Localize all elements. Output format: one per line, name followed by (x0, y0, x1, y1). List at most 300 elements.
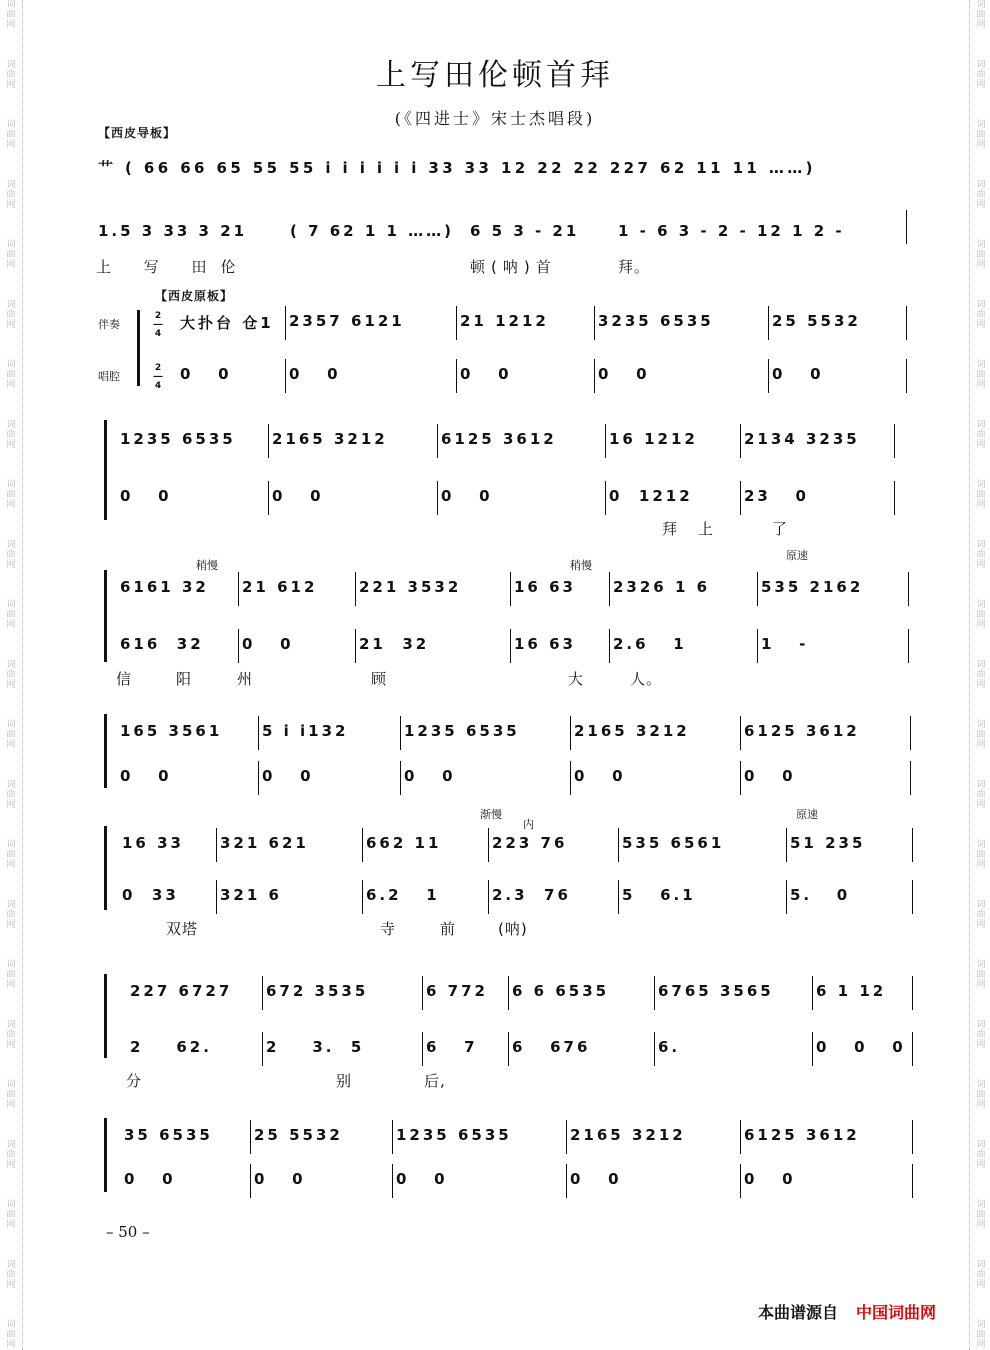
barline (740, 716, 741, 750)
source-label: 本曲谱源自 (758, 1303, 839, 1322)
barline (510, 572, 511, 606)
watermark-glyph: 词 (976, 240, 986, 250)
source-site-link[interactable]: 中国词曲网 (856, 1303, 937, 1322)
accompaniment-measure: 6125 3612 (744, 722, 860, 740)
watermark-glyph: 网 (6, 260, 16, 270)
watermark-glyphs (974, 0, 988, 30)
watermark-glyphs (4, 1200, 18, 1230)
watermark-glyphs (974, 540, 988, 570)
watermark-glyph: 曲 (6, 310, 16, 320)
watermark-glyph: 曲 (976, 1030, 986, 1040)
song-title: 上写田伦顿首拜 (376, 58, 614, 93)
accompaniment-measure: 227 6727 (130, 982, 233, 1000)
watermark-glyph: 曲 (976, 70, 986, 80)
vocal-measure: 6.2 1 (366, 886, 440, 904)
barline (912, 828, 913, 862)
barline (570, 761, 571, 795)
lyric: 顿(呐)首 (470, 258, 557, 276)
daoban-line-1: 艹 ( 66 66 65 55 55 i i i i i i 33 33 12 22 22 227 62 11 11 ……) (98, 159, 816, 177)
barline (510, 629, 511, 663)
watermark-glyph: 曲 (976, 610, 986, 620)
watermark-glyphs (974, 900, 988, 930)
vocal-measure: 1 - (761, 635, 809, 653)
watermark-glyph: 曲 (6, 370, 16, 380)
watermark-glyphs (974, 1140, 988, 1170)
accompaniment-measure: 2165 3212 (272, 430, 388, 448)
watermark-glyph: 网 (976, 320, 986, 330)
watermark-glyph: 网 (976, 140, 986, 150)
barline (422, 1032, 423, 1066)
barline (392, 1164, 393, 1198)
time-signature: 2 ― 4 (153, 363, 163, 391)
barline (392, 1120, 393, 1154)
vocal-measure: 0 33 (122, 886, 179, 904)
barline (654, 976, 655, 1010)
barline (250, 1164, 251, 1198)
system-bracket (104, 1118, 107, 1192)
accompaniment-measure: 2357 6121 (289, 312, 405, 330)
watermark-glyphs (4, 780, 18, 810)
watermark-glyph: 曲 (976, 670, 986, 680)
barline (740, 481, 741, 515)
watermark-glyph: 曲 (6, 1210, 16, 1220)
watermark-glyph: 网 (6, 380, 16, 390)
watermark-glyphs (974, 240, 988, 270)
watermark-glyph: 曲 (976, 1270, 986, 1280)
barline (912, 1164, 913, 1198)
watermark-glyph: 词 (6, 540, 16, 550)
vocal-measure: 0 0 (772, 365, 824, 383)
watermark-glyph: 网 (976, 680, 986, 690)
barline (908, 572, 909, 606)
watermark-glyphs (4, 960, 18, 990)
vocal-measure: 2 3. 5 (266, 1038, 365, 1056)
vocal-measure: 0 0 (396, 1170, 448, 1188)
barline (566, 1120, 567, 1154)
watermark-glyph: 曲 (6, 190, 16, 200)
accompaniment-measure: 3235 6535 (598, 312, 714, 330)
watermark-glyph: 词 (976, 360, 986, 370)
barline (812, 976, 813, 1010)
barline (740, 424, 741, 458)
watermark-glyph: 网 (976, 1160, 986, 1170)
barline (268, 424, 269, 458)
vocal-measure: 5. 0 (790, 886, 851, 904)
watermark-glyph: 曲 (976, 730, 986, 740)
barline (654, 1032, 655, 1066)
watermark-glyph: 网 (6, 620, 16, 630)
barline (258, 716, 259, 750)
watermark-glyph: 曲 (6, 250, 16, 260)
vocal-measure: 16 63 (514, 635, 576, 653)
watermark-glyph: 网 (6, 1340, 16, 1350)
vocal-measure: 0 0 (744, 767, 796, 785)
watermark-glyph: 词 (976, 300, 986, 310)
watermark-glyph: 词 (6, 840, 16, 850)
lyric: 大 (568, 670, 585, 688)
watermark-glyph: 网 (6, 1160, 16, 1170)
barline (908, 629, 909, 663)
watermark-glyphs (4, 1020, 18, 1050)
watermark-glyph: 网 (6, 320, 16, 330)
watermark-glyph: 曲 (976, 550, 986, 560)
watermark-glyph: 词 (976, 780, 986, 790)
watermark-glyphs (4, 1080, 18, 1110)
barline (594, 306, 595, 340)
watermark-glyph: 网 (976, 380, 986, 390)
vocal-measure: 616 32 (120, 635, 204, 653)
barline (609, 629, 610, 663)
lyric: 拜。 (618, 258, 651, 276)
watermark-glyph: 词 (6, 240, 16, 250)
time-signature: 2 ― 4 (153, 311, 163, 339)
barline (906, 306, 907, 340)
vocal-measure: 0 0 (242, 635, 294, 653)
vocal-measure: 0 0 (180, 365, 232, 383)
watermark-glyph: 曲 (6, 790, 16, 800)
watermark-glyphs (974, 960, 988, 990)
tempo-daoban: 【西皮导板】 (98, 126, 177, 140)
barline (912, 880, 913, 914)
barline (400, 761, 401, 795)
watermark-glyph: 曲 (976, 1150, 986, 1160)
watermark-glyph: 曲 (6, 1030, 16, 1040)
accompaniment-measure: 16 63 (514, 578, 576, 596)
watermark-glyph: 词 (6, 660, 16, 670)
watermark-glyph: 词 (976, 180, 986, 190)
watermark-glyphs (974, 780, 988, 810)
barline (216, 828, 217, 862)
watermark-glyph: 网 (6, 20, 16, 30)
watermark-glyph: 词 (976, 1080, 986, 1090)
barline (285, 359, 286, 393)
barline (740, 1120, 741, 1154)
barline (566, 1164, 567, 1198)
vocal-measure: 0 1212 (609, 487, 693, 505)
accompaniment-measure: 662 11 (366, 834, 442, 852)
watermark-glyph: 网 (6, 1280, 16, 1290)
vocal-measure: 21 32 (359, 635, 430, 653)
watermark-glyphs (974, 300, 988, 330)
daoban-line-2-seg-1: 1.5 3 33 3 21 (98, 222, 248, 240)
accompaniment-measure: 221 3532 (359, 578, 462, 596)
watermark-glyph: 网 (976, 920, 986, 930)
accompaniment-measure: 672 3535 (266, 982, 369, 1000)
watermark-glyph: 网 (976, 80, 986, 90)
watermark-glyph: 网 (976, 620, 986, 630)
watermark-glyph: 词 (976, 1260, 986, 1270)
barline (740, 1164, 741, 1198)
barline (238, 629, 239, 663)
barline (912, 1032, 913, 1066)
watermark-glyph: 网 (6, 1220, 16, 1230)
watermark-glyph: 曲 (976, 1330, 986, 1340)
barline (910, 716, 911, 750)
system-bracket (104, 974, 107, 1058)
watermark-glyph: 网 (976, 1220, 986, 1230)
barline (488, 880, 489, 914)
accompaniment-measure: 165 3561 (120, 722, 223, 740)
barline (456, 359, 457, 393)
barline (786, 828, 787, 862)
watermark-glyph: 曲 (6, 970, 16, 980)
watermark-glyphs (974, 600, 988, 630)
watermark-glyph: 网 (976, 1280, 986, 1290)
watermark-glyphs (4, 840, 18, 870)
barline (400, 716, 401, 750)
watermark-glyph: 曲 (6, 610, 16, 620)
watermark-glyphs (4, 660, 18, 690)
watermark-glyph: 曲 (6, 670, 16, 680)
watermark-glyph: 曲 (6, 1270, 16, 1280)
barline (768, 359, 769, 393)
barline (285, 306, 286, 340)
barline (757, 629, 758, 663)
watermark-glyphs (4, 480, 18, 510)
watermark-glyphs (974, 420, 988, 450)
watermark-glyphs (4, 540, 18, 570)
watermark-glyphs (974, 1200, 988, 1230)
lyric: 人。 (630, 670, 663, 688)
watermark-glyph: 曲 (976, 790, 986, 800)
daoban-line-2-seg-4: 1 - 6 3 - 2 - 12 1 2 - (618, 222, 845, 240)
watermark-glyph: 网 (976, 1040, 986, 1050)
lyric: 州 (237, 670, 254, 688)
lyric: 阳 (176, 670, 193, 688)
barline (910, 761, 911, 795)
watermark-glyph: 曲 (6, 730, 16, 740)
accompaniment-measure: 16 33 (122, 834, 184, 852)
accompaniment-label: 伴奏 (98, 318, 120, 331)
watermark-glyph: 网 (976, 260, 986, 270)
watermark-glyph: 曲 (976, 10, 986, 20)
barline (912, 1120, 913, 1154)
watermark-glyph: 词 (6, 1260, 16, 1270)
watermark-glyphs (974, 840, 988, 870)
watermark-glyph: 曲 (6, 910, 16, 920)
watermark-glyphs (4, 900, 18, 930)
barline (605, 424, 606, 458)
watermark-glyph: 曲 (976, 1210, 986, 1220)
watermark-glyph: 词 (976, 720, 986, 730)
barline (786, 880, 787, 914)
accompaniment-measure: 5 i i132 (262, 722, 349, 740)
watermark-glyph: 网 (6, 200, 16, 210)
watermark-glyph: 词 (976, 1140, 986, 1150)
watermark-glyph: 词 (976, 120, 986, 130)
watermark-glyph: 网 (976, 440, 986, 450)
barline (740, 761, 741, 795)
watermark-glyph: 曲 (976, 1090, 986, 1100)
watermark-glyphs (4, 1260, 18, 1290)
accompaniment-measure: 223 76 (492, 834, 568, 852)
lyric: 顾 (371, 670, 388, 688)
daoban-line-2-seg-2: ( 7 62 1 1 ……) (290, 222, 455, 240)
watermark-glyphs (974, 720, 988, 750)
watermark-glyphs (4, 0, 18, 30)
tempo-yuanban: 【西皮原板】 (155, 289, 234, 303)
lyric: 前 (440, 920, 457, 938)
lyric: 拜 (662, 520, 679, 538)
watermark-glyphs (974, 660, 988, 690)
watermark-glyph: 网 (976, 20, 986, 30)
watermark-glyph: 词 (6, 480, 16, 490)
lyric: 信 (116, 670, 133, 688)
accompaniment-measure: 25 5532 (254, 1126, 343, 1144)
daoban-line-2-seg-3: 6 5 3 - 21 (470, 222, 580, 240)
vocal-measure: 6 676 (512, 1038, 591, 1056)
barline (768, 306, 769, 340)
vocal-measure: 0 0 (404, 767, 456, 785)
watermark-glyph: 词 (976, 1320, 986, 1330)
watermark-glyph: 网 (6, 980, 16, 990)
accompaniment-measure: 6 1 12 (816, 982, 887, 1000)
watermark-glyph: 网 (976, 740, 986, 750)
watermark-glyph: 词 (6, 720, 16, 730)
watermark-glyph: 曲 (6, 850, 16, 860)
lyric: 上 (698, 520, 715, 538)
watermark-glyph: 网 (976, 500, 986, 510)
accompaniment-measure: 535 2162 (761, 578, 864, 596)
barline (508, 1032, 509, 1066)
watermark-glyph: 曲 (976, 310, 986, 320)
watermark-glyphs (974, 1020, 988, 1050)
lyric: 上 写 田伦 (96, 258, 250, 276)
watermark-glyphs (974, 1260, 988, 1290)
vocal-measure: 0 0 (262, 767, 314, 785)
watermark-glyph: 词 (976, 840, 986, 850)
barline (594, 359, 595, 393)
watermark-glyph: 词 (6, 960, 16, 970)
vocal-measure: 0 0 (460, 365, 512, 383)
vocal-measure: 6 7 (426, 1038, 478, 1056)
watermark-glyph: 网 (976, 980, 986, 990)
accompaniment-measure: 51 235 (790, 834, 866, 852)
watermark-glyphs (4, 720, 18, 750)
accompaniment-measure: 1235 6535 (120, 430, 236, 448)
watermark-glyph: 曲 (976, 190, 986, 200)
watermark-glyph: 曲 (976, 490, 986, 500)
watermark-glyph: 网 (976, 860, 986, 870)
watermark-glyph: 网 (6, 740, 16, 750)
watermark-glyph: 网 (6, 500, 16, 510)
watermark-glyph: 网 (6, 80, 16, 90)
barline (355, 572, 356, 606)
watermark-glyphs (974, 180, 988, 210)
watermark-glyphs (4, 180, 18, 210)
vocal-measure: 0 0 (570, 1170, 622, 1188)
vocal-measure: 2 62. (130, 1038, 212, 1056)
watermark-glyph: 曲 (6, 1330, 16, 1340)
accompaniment-measure: 535 6561 (622, 834, 725, 852)
barline (605, 481, 606, 515)
accompaniment-measure: 6125 3612 (744, 1126, 860, 1144)
watermark-glyphs (4, 600, 18, 630)
watermark-glyphs (4, 240, 18, 270)
vocal-measure: 0 0 (744, 1170, 796, 1188)
barline (812, 1032, 813, 1066)
watermark-glyph: 网 (6, 800, 16, 810)
barline (422, 976, 423, 1010)
barline (268, 481, 269, 515)
watermark-glyph: 词 (976, 600, 986, 610)
watermark-glyph: 词 (6, 180, 16, 190)
vocal-measure: 321 6 (220, 886, 282, 904)
accompaniment-measure: 2134 3235 (744, 430, 860, 448)
barline (262, 1032, 263, 1066)
watermark-glyph: 词 (6, 1020, 16, 1030)
watermark-glyph: 词 (6, 420, 16, 430)
tempo-mark: 原速 (786, 549, 808, 562)
barline (238, 572, 239, 606)
barline (609, 572, 610, 606)
watermark-glyph: 词 (976, 420, 986, 430)
watermark-glyph: 曲 (976, 130, 986, 140)
vocal-measure: 0 0 (120, 767, 172, 785)
watermark-glyph: 网 (6, 1040, 16, 1050)
lyric: 双塔 (166, 920, 199, 938)
accompaniment-measure: 21 1212 (460, 312, 549, 330)
accompaniment-measure: 1235 6535 (396, 1126, 512, 1144)
accompaniment-measure: 321 621 (220, 834, 309, 852)
watermark-glyph: 词 (976, 540, 986, 550)
barline (618, 880, 619, 914)
system-bracket (104, 714, 107, 788)
watermark-glyph: 曲 (976, 910, 986, 920)
watermark-glyph: 词 (976, 960, 986, 970)
watermark-glyph: 词 (976, 0, 986, 10)
accompaniment-measure: 大扑台 仓1 (180, 314, 274, 332)
accompaniment-measure: 1235 6535 (404, 722, 520, 740)
watermark-glyph: 词 (6, 1080, 16, 1090)
vocal-measure: 5 6.1 (622, 886, 696, 904)
watermark-glyph: 曲 (6, 1090, 16, 1100)
barline (894, 481, 895, 515)
watermark-glyph: 曲 (976, 850, 986, 860)
system-bracket (104, 570, 107, 662)
barline (906, 210, 907, 244)
song-subtitle: (《四进士》宋士杰唱段) (394, 109, 596, 128)
watermark-glyph: 词 (6, 600, 16, 610)
watermark-glyphs (4, 420, 18, 450)
tempo-mark: 稍慢 (196, 559, 218, 572)
watermark-glyph: 词 (976, 660, 986, 670)
barline (362, 880, 363, 914)
source-credit (758, 1300, 936, 1323)
watermark-glyph: 曲 (6, 10, 16, 20)
watermark-glyph: 网 (976, 1100, 986, 1110)
watermark-glyph: 网 (6, 1100, 16, 1110)
watermark-glyph: 词 (6, 1140, 16, 1150)
accompaniment-measure: 2165 3212 (570, 1126, 686, 1144)
watermark-glyphs (4, 360, 18, 390)
watermark-glyph: 曲 (976, 250, 986, 260)
watermark-glyph: 词 (6, 120, 16, 130)
watermark-glyph: 词 (6, 900, 16, 910)
barline (894, 424, 895, 458)
lyric: 别 (336, 1072, 353, 1090)
lyric: 后, (424, 1072, 446, 1090)
barline (488, 828, 489, 862)
barline (570, 716, 571, 750)
barline (258, 761, 259, 795)
vocal-measure: 0 0 (574, 767, 626, 785)
barline (437, 424, 438, 458)
watermark-glyph: 网 (6, 860, 16, 870)
system-bracket (137, 310, 140, 386)
accompaniment-measure: 35 6535 (124, 1126, 213, 1144)
barline (437, 481, 438, 515)
